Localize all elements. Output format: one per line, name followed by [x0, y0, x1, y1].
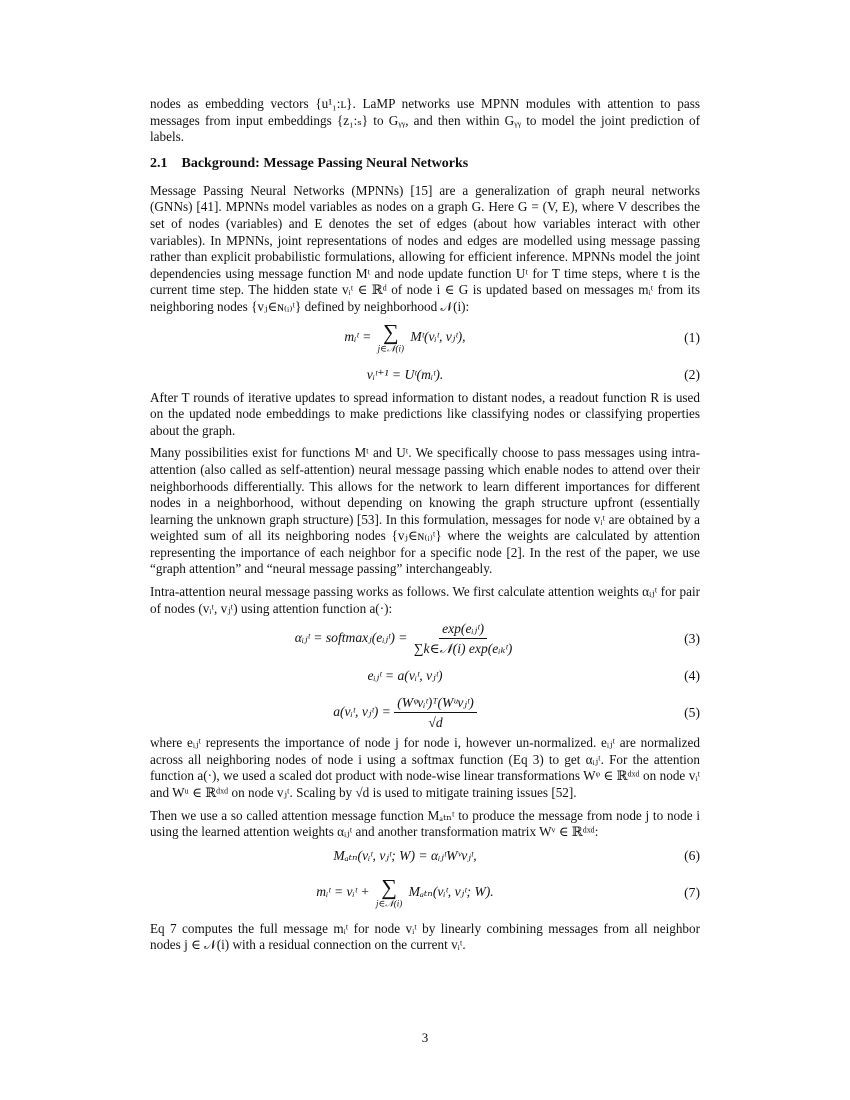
eq6-text: Mₐₜₙ(vᵢᵗ, vⱼᵗ; W) = αᵢⱼᵗWᵛvⱼᵗ,	[333, 847, 477, 863]
paragraph-attention-weights: Intra-attention neural message passing works as follows. We first calculate attention weights αᵢⱼᵗ for pair of nodes (vᵢᵗ, vⱼᵗ) using attention function a(·):	[150, 584, 700, 616]
paper-page	[150, 96, 700, 954]
summation-symbol: ∑ j∈𝒩(i)	[377, 319, 404, 354]
eq2-text: vᵢᵗ⁺¹ = Uᵗ(mᵢᵗ).	[366, 366, 444, 382]
section-heading	[150, 156, 700, 172]
paragraph-readout: After T rounds of iterative updates to spread information to distant nodes, a readout function R is used on the updated node embeddings to make predictions like classifying nodes or classifying properties about the graph.	[150, 389, 700, 438]
eq2-number: (2)	[684, 366, 700, 382]
eq6-number: (6)	[684, 847, 700, 863]
equation-4	[150, 661, 700, 691]
eq1-number: (1)	[684, 329, 700, 345]
paragraph-residual: Eq 7 computes the full message mᵢᵗ for node vᵢᵗ by linearly combining messages from all neighbor nodes j ∈ 𝒩(i) with a residual connection on the current vᵢᵗ.	[150, 920, 700, 953]
eq7-lhs: mᵢᵗ = vᵢᵗ +	[316, 883, 370, 899]
eq7-number: (7)	[684, 884, 700, 900]
eq1-rhs: Mᵗ(vᵢᵗ, vⱼᵗ),	[410, 328, 466, 344]
eq3-lhs: αᵢⱼᵗ = softmaxⱼ(eᵢⱼᵗ) =	[294, 630, 408, 646]
equation-3	[150, 617, 700, 661]
eq5-fraction: $\frac{\text{(Wᵠvᵢᵗ)ᵀ(Wᵘvⱼᵗ)}}{√d}$	[394, 695, 477, 731]
eq4-number: (4)	[684, 668, 700, 684]
section-number: 2.1	[150, 155, 168, 171]
equation-6	[150, 841, 700, 871]
section-title: Background: Message Passing Neural Networks	[181, 155, 469, 171]
paragraph-message-function: Then we use a so called attention message function Mₐₜₙᵗ to produce the message from node j to node i using the learned attention weights αᵢⱼᵗ and another transformation matrix Wᵛ ∈ ℝᵈˣᵈ:	[150, 807, 700, 840]
eq5-number: (5)	[684, 705, 700, 721]
eq7-rhs: Mₐₜₙ(vᵢᵗ, vⱼᵗ; W).	[408, 883, 494, 899]
eq3-number: (3)	[684, 631, 700, 647]
eq4-text: eᵢⱼᵗ = a(vᵢᵗ, vⱼᵗ)	[367, 668, 443, 684]
eq1-lhs: mᵢᵗ =	[344, 328, 372, 344]
eq5-lhs: a(vᵢᵗ, vⱼᵗ) =	[333, 704, 391, 720]
equation-5	[150, 691, 700, 735]
paragraph-mpnn-intro: Message Passing Neural Networks (MPNNs) [15] are a generalization of graph neural networks (GNNs) [41]. MPNNs model variables as nodes on a graph G. Here G = (V, E), where V describes the set of nodes (variables) and E denotes the set of edges (about how variables interact with other variables). In MPNNs, joint representations of nodes and edges are modelled using message passing rather than explicit probabilistic formulations, allowing for efficient inference. MPNNs model the joint dependencies using message function Mᵗ and node update function Uᵗ for T time steps, where t is the current time step. The hidden state vᵢᵗ ∈ ℝᵈ of node i ∈ G is updated based on messages mᵢᵗ from its neighboring nodes {vⱼ∈ɴ₍ᵢ₎ᵗ} defined by neighborhood 𝒩(i):	[150, 182, 700, 314]
equation-7	[150, 871, 700, 915]
paragraph-softmax: where eᵢⱼᵗ represents the importance of node j for node i, however un-normalized. eᵢⱼᵗ are normalized across all neighboring nodes of node i using a softmax function (Eq 3) to get αᵢⱼᵗ. For the attention function a(·), we used a scaled dot product with node-wise linear transformations Wᵠ ∈ ℝᵈˣᵈ on node vᵢᵗ and Wᵘ ∈ ℝᵈˣᵈ on node vⱼᵗ. Scaling by √d is used to mitigate training issues [52].	[150, 735, 700, 801]
paragraph-attention-choice: Many possibilities exist for functions Mᵗ and Uᵗ. We specifically choose to pass messages using intra-attention (also called as self-attention) neural message passing which enable nodes to attend over their neighborhoods differentially. This allows for the network to learn different importances for different nodes in a neighborhood, without depending on knowing the graph structure upfront (essentially learning the unknown graph structure) [53]. In this formulation, messages for node vᵢᵗ are obtained by a weighted sum of all its neighboring nodes {vⱼ∈ɴ₍ᵢ₎ᵗ} where the weights are calculated by attention representing the importance of each neighbor for a specific node [2]. In the rest of the paper, we use “graph attention” and “neural message passing” interchangeably.	[150, 445, 700, 577]
eq3-fraction: $\frac{\text{exp(eᵢⱼᵗ)}}{\text{∑k∈𝒩(i) exp(eᵢₖᵗ)}}$	[413, 621, 513, 657]
summation-symbol: ∑ j∈𝒩(i)	[375, 874, 403, 909]
equation-1	[150, 316, 700, 360]
page-number: 3	[421, 1030, 429, 1045]
equation-2	[150, 360, 700, 390]
paragraph-intro: nodes as embedding vectors {u¹₁:ʟ}. LaMP networks use MPNN modules with attention to pass messages from input embeddings {z₁:ₛ} to Gᵧᵧ, and then within Gᵧᵧ to model the joint prediction of labels.	[150, 96, 700, 145]
